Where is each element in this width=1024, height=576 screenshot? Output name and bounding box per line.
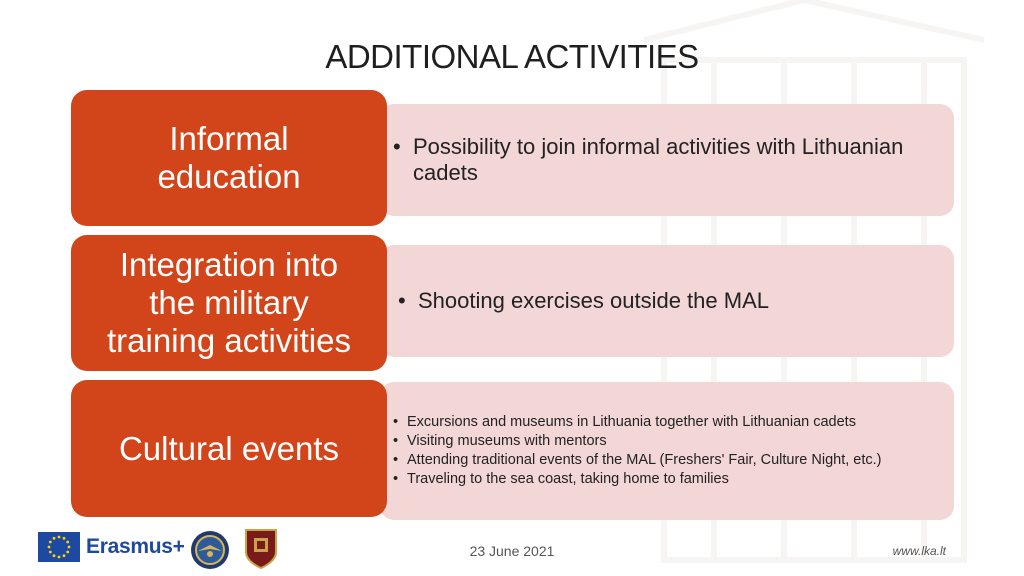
label-line: Cultural events	[118, 429, 340, 467]
bullet-list	[393, 413, 882, 489]
label-line: education	[157, 158, 301, 195]
bullet-item: • Visiting museums with mentors	[393, 432, 882, 451]
footer-date: 23 June 2021	[469, 543, 555, 559]
label-line: training activities	[107, 321, 351, 359]
bullet-item: • Excursions and museums in Lithuania together with Lithuanian cadets	[393, 413, 882, 432]
content-informal-education	[393, 104, 933, 216]
bullet-item: • Traveling to the sea coast, taking home to families	[393, 470, 882, 489]
label-line: Informal	[169, 120, 289, 158]
bullet-item: • Shooting exercises outside the MAL	[398, 288, 769, 314]
category-label-cultural-events	[71, 380, 387, 517]
bullet-list	[393, 134, 933, 186]
erasmus-label: Erasmus+	[86, 535, 185, 558]
footer-url[interactable]: www.lka.lt	[892, 544, 946, 558]
bullet-item: • Possibility to join informal activities with Lithuanian cadets	[393, 134, 933, 186]
slide-title: ADDITIONAL ACTIVITIES	[325, 38, 699, 75]
category-label-military-training	[71, 235, 387, 371]
category-label-informal-education	[71, 90, 387, 226]
content-military-training	[398, 245, 938, 357]
bullet-list	[398, 288, 769, 314]
bullet-item: • Attending traditional events of the MAL (Freshers' Fair, Culture Night, etc.)	[393, 451, 882, 470]
content-cultural-events	[393, 382, 943, 520]
label-line: Integration into	[119, 246, 339, 284]
label-line: the military	[149, 284, 309, 322]
